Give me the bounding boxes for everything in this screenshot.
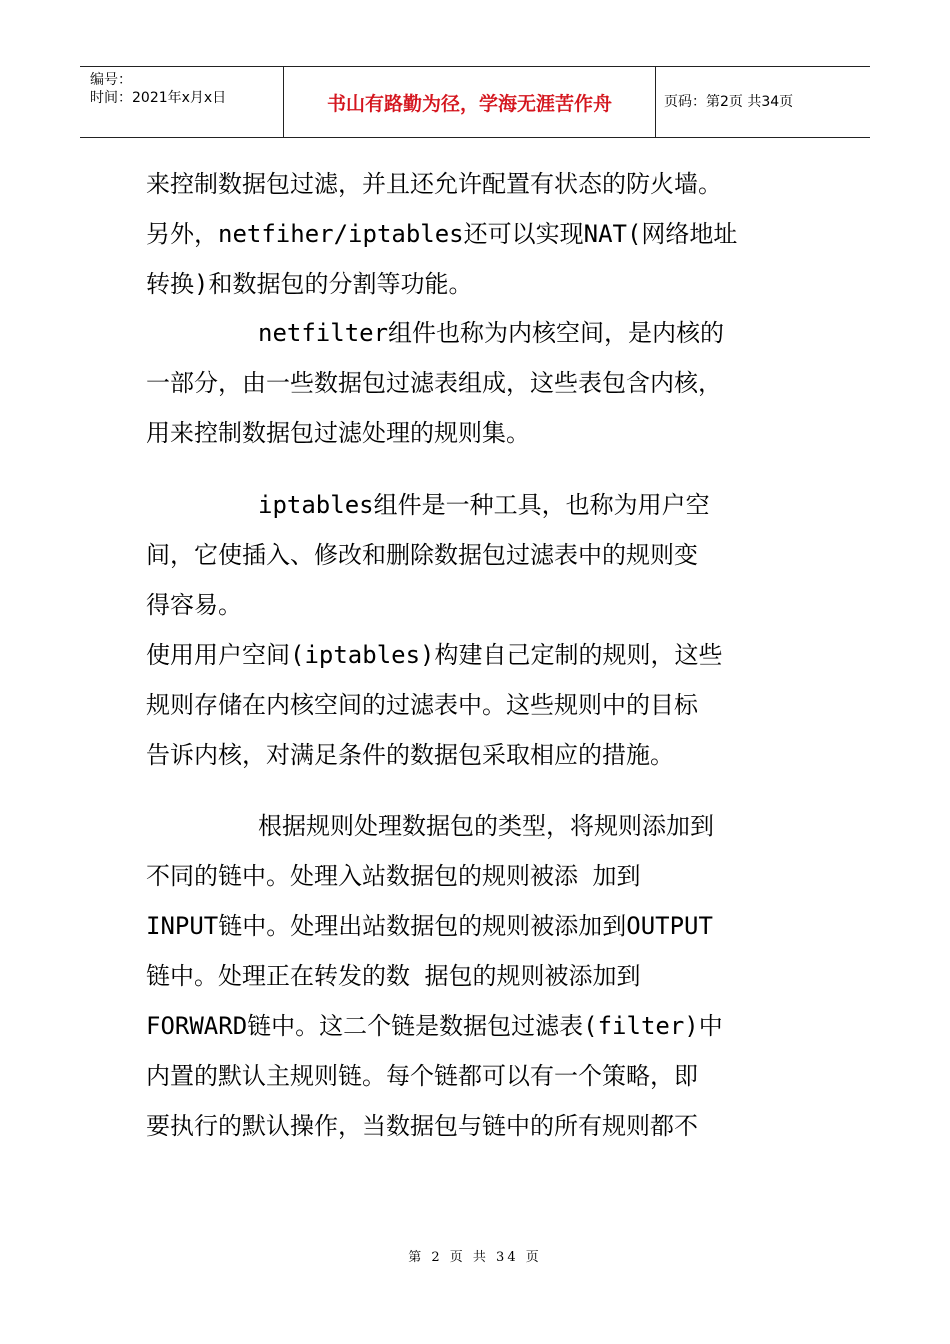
paragraph-line: 用来控制数据包过滤处理的规则集。 xyxy=(146,419,530,447)
paragraph-line: 链中。处理正在转发的数 据包的规则被添加到 xyxy=(146,962,641,990)
paragraph-line: 规则存储在内核空间的过滤表中。这些规则中的目标 xyxy=(146,691,698,719)
paragraph-line: 要执行的默认操作，当数据包与链中的所有规则都不 xyxy=(146,1112,698,1140)
paragraph-line: 内置的默认主规则链。每个链都可以有一个策略，即 xyxy=(146,1062,698,1090)
document-header xyxy=(80,66,870,138)
document-code-label: 编号： xyxy=(90,72,132,88)
paragraph-line: 来控制数据包过滤，并且还允许配置有状态的防火墙。 xyxy=(146,170,722,198)
paragraph-line: 使用用户空间(iptables)构建自己定制的规则，这些 xyxy=(146,641,723,669)
body-paragraph-1 xyxy=(146,159,816,309)
header-motto-cell xyxy=(283,67,656,137)
paragraph-line: 间，它使插入、修改和删除数据包过滤表中的规则变 xyxy=(146,541,698,569)
header-page-info: 页码：第2页 共34页 xyxy=(664,94,794,110)
paragraph-line: netfilter组件也称为内核空间，是内核的 xyxy=(258,319,725,347)
paragraph-line: iptables组件是一种工具，也称为用户空 xyxy=(258,491,710,519)
header-motto: 书山有路勤为径，学海无涯苦作舟 xyxy=(326,92,612,115)
paragraph-line: 告诉内核，对满足条件的数据包采取相应的措施。 xyxy=(146,741,674,769)
paragraph-line: 转换)和数据包的分割等功能。 xyxy=(146,270,473,298)
body-paragraph-4 xyxy=(146,801,816,1151)
body-paragraph-3 xyxy=(146,480,816,780)
paragraph-line: FORWARD链中。这二个链是数据包过滤表(filter)中 xyxy=(146,1012,723,1040)
paragraph-line: INPUT链中。处理出站数据包的规则被添加到OUTPUT xyxy=(146,912,713,940)
paragraph-line: 根据规则处理数据包的类型，将规则添加到 xyxy=(258,812,714,840)
paragraph-line: 不同的链中。处理入站数据包的规则被添 加到 xyxy=(146,862,641,890)
document-time-label: 时间：2021年x月x日 xyxy=(90,90,227,106)
paragraph-line: 得容易。 xyxy=(146,591,242,619)
page-footer: 第 2 页 共 34 页 xyxy=(408,1250,542,1265)
paragraph-line: 一部分，由一些数据包过滤表组成，这些表包含内核， xyxy=(146,369,722,397)
body-paragraph-2 xyxy=(146,308,816,458)
paragraph-line: 另外，netfiher/iptables还可以实现NAT(网络地址 xyxy=(146,220,738,248)
header-meta-cell xyxy=(80,67,283,137)
header-page-cell xyxy=(656,67,870,137)
